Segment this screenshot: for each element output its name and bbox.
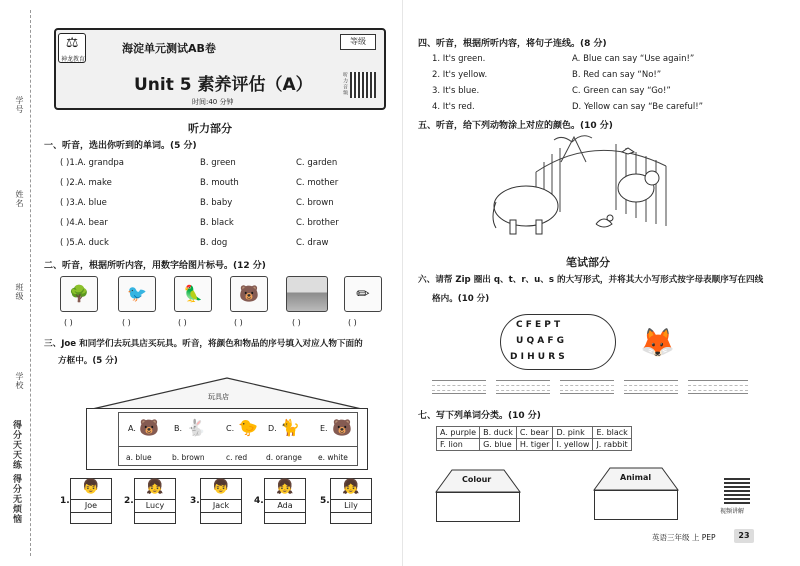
q3-title-1: 三、Joe 和同学们去玩具店买玩具。听音，将颜色和物品的序号填入对应人物下面的 xyxy=(44,339,363,349)
four-line-3[interactable] xyxy=(560,380,614,394)
q2-answer-6[interactable]: ( ) xyxy=(348,318,357,327)
section-listening: 听力部分 xyxy=(188,122,232,135)
word-cell: J. rabbit xyxy=(593,439,631,451)
word-table xyxy=(436,426,632,451)
kid-2-num: 2. xyxy=(124,496,134,506)
kid-3-num: 3. xyxy=(190,496,200,506)
kid-5-answer[interactable] xyxy=(331,512,371,524)
q6-title-2: 格内。(10 分) xyxy=(432,294,490,304)
word-cell: E. black xyxy=(593,427,631,439)
video-qr-code[interactable] xyxy=(724,478,750,504)
kid-5-box[interactable] xyxy=(330,478,372,524)
colour-label: Colour xyxy=(462,475,492,484)
q5-title: 五、听音，给下列动物涂上对应的颜色。(10 分) xyxy=(418,121,613,131)
q1-option-c: C. garden xyxy=(296,158,338,168)
q1-answer-3[interactable]: ( )3. xyxy=(60,198,78,208)
girl-icon: 👧 xyxy=(276,479,294,495)
q2-answer-4[interactable]: ( ) xyxy=(234,318,243,327)
label-xuehao: 学号 xyxy=(15,96,24,114)
q1-option-a: A. make xyxy=(77,178,112,188)
color-a: a. blue xyxy=(126,453,152,462)
q1-answer-2[interactable]: ( )2. xyxy=(60,178,78,188)
q6-title-1: 六、请帮 Zip 圈出 q、t、r、u、s 的大写形式，并将其大小写形式按字母表顺序写在四线 xyxy=(418,275,764,285)
kid-1-box[interactable] xyxy=(70,478,112,524)
q7-title: 七、写下列单词分类。(10 分) xyxy=(418,411,541,421)
q2-answer-2[interactable]: ( ) xyxy=(122,318,131,327)
elephant-icon xyxy=(494,186,558,226)
q1-option-b: B. dog xyxy=(200,238,228,248)
q4-right-b[interactable]: B. Red can say “No!” xyxy=(572,70,662,80)
letter-row-2[interactable]: U Q A F G xyxy=(516,336,564,346)
word-cell: B. duck xyxy=(480,427,517,439)
animal-label: Animal xyxy=(620,473,652,482)
toy-b-label: B. xyxy=(174,424,183,433)
q1-answer-4[interactable]: ( )4. xyxy=(60,218,78,228)
q1-row-4 xyxy=(60,218,108,228)
footer-text: 英语三年级 上 PEP xyxy=(652,533,716,542)
label-banji: 班级 xyxy=(15,283,24,301)
q1-row-1 xyxy=(60,158,124,168)
kid-3-box[interactable] xyxy=(200,478,242,524)
rabbit-icon: 🐇 xyxy=(186,418,206,437)
letter-row-1[interactable]: C F E P T xyxy=(516,320,561,330)
page-number: 23 xyxy=(734,529,754,543)
shelf-divider xyxy=(118,446,358,447)
four-line-1[interactable] xyxy=(432,380,486,394)
q4-right-d[interactable]: D. Yellow can say “Be careful!” xyxy=(572,102,704,112)
toy-shop-name: 玩具店 xyxy=(208,393,229,401)
four-line-5[interactable] xyxy=(688,380,748,394)
color-e: e. white xyxy=(318,453,348,462)
crayon-icon: ✏ xyxy=(344,276,382,312)
four-line-4[interactable] xyxy=(624,380,678,394)
q4-left-1[interactable]: 1. It's green. xyxy=(432,54,486,64)
q1-option-c: C. brown xyxy=(296,198,334,208)
word-cell: G. blue xyxy=(480,439,517,451)
animal-answer-box[interactable] xyxy=(594,490,678,520)
kid-4-answer[interactable] xyxy=(265,512,305,524)
color-d: d. orange xyxy=(266,453,302,462)
toy-a-label: A. xyxy=(128,424,136,433)
q4-left-3[interactable]: 3. It's blue. xyxy=(432,86,480,96)
q1-answer-1[interactable]: ( )1. xyxy=(60,158,78,168)
page-title: Unit 5 素养评估（A） xyxy=(134,75,313,95)
girl-icon: 👧 xyxy=(342,479,360,495)
word-cell: C. bear xyxy=(516,427,553,439)
video-qr-label: 视频讲解 xyxy=(720,508,745,515)
word-cell: A. purple xyxy=(437,427,480,439)
label-xingming: 姓名 xyxy=(15,190,24,208)
zoo-illustration xyxy=(486,132,696,244)
kid-2-name: Lucy xyxy=(135,499,175,512)
kid-4-name: Ada xyxy=(265,499,305,512)
four-line-2[interactable] xyxy=(496,380,550,394)
word-cell: D. pink xyxy=(553,427,593,439)
cat-icon: 🐈 xyxy=(280,418,300,437)
label-xuexiao: 学校 xyxy=(15,372,24,390)
toy-d-label: D. xyxy=(268,424,277,433)
q1-row-5 xyxy=(60,238,109,248)
q1-option-c: C. draw xyxy=(296,238,329,248)
q2-answer-5[interactable]: ( ) xyxy=(292,318,301,327)
binding-line xyxy=(30,10,31,556)
q1-option-c: C. brother xyxy=(296,218,339,228)
fox-icon: 🦊 xyxy=(640,326,675,359)
kid-3-name: Jack xyxy=(201,499,241,512)
q1-title: 一、听音，选出你听到的单词。(5 分) xyxy=(44,141,197,151)
q3-title-2: 方框中。(5 分) xyxy=(58,356,118,366)
bird-icon: 🐦 xyxy=(118,276,156,312)
q1-option-b: B. green xyxy=(200,158,236,168)
kid-2-box[interactable] xyxy=(134,478,176,524)
letter-row-3[interactable]: D I H U R S xyxy=(510,352,565,362)
word-cell: F. lion xyxy=(437,439,480,451)
q2-answer-3[interactable]: ( ) xyxy=(178,318,187,327)
kid-1-answer[interactable] xyxy=(71,512,111,524)
q1-option-b: B. mouth xyxy=(200,178,239,188)
q1-option-b: B. baby xyxy=(200,198,233,208)
page-fold xyxy=(402,0,403,566)
boy-icon: 👦 xyxy=(212,479,230,495)
kid-3-answer[interactable] xyxy=(201,512,241,524)
time-label: 时间:40 分钟 xyxy=(192,98,234,106)
parrot-icon: 🦜 xyxy=(174,276,212,312)
kid-4-box[interactable] xyxy=(264,478,306,524)
q2-answer-1[interactable]: ( ) xyxy=(64,318,73,327)
q1-answer-5[interactable]: ( )5. xyxy=(60,238,78,248)
colour-answer-box[interactable] xyxy=(436,492,520,522)
bear-icon: 🐻 xyxy=(230,276,268,312)
q4-left-2[interactable]: 2. It's yellow. xyxy=(432,70,488,80)
kid-2-answer[interactable] xyxy=(135,512,175,524)
toy-e-label: E. xyxy=(320,424,328,433)
q1-option-b: B. black xyxy=(200,218,234,228)
q4-right-a[interactable]: A. Blue can say “Use again!” xyxy=(572,54,695,64)
side-slogan: 得分天天练 得分无烦恼 xyxy=(11,420,21,525)
grade-box[interactable]: 等级 xyxy=(340,34,376,50)
bear-toy-icon: 🐻 xyxy=(332,418,352,437)
q1-row-2 xyxy=(60,178,112,188)
q1-option-a: A. duck xyxy=(77,238,109,248)
teddy-icon: 🐻 xyxy=(139,418,159,437)
trees-icon: 🌳 xyxy=(60,276,98,312)
kid-4-num: 4. xyxy=(254,496,264,506)
qr-label: 听力音频 xyxy=(342,72,348,96)
word-cell: H. tiger xyxy=(516,439,553,451)
color-c: c. red xyxy=(226,453,248,462)
brand-name: 神龙教育 xyxy=(60,56,85,63)
qr-code[interactable] xyxy=(350,72,376,98)
bird-zoo-icon xyxy=(622,148,634,154)
q1-option-a: A. grandpa xyxy=(77,158,125,168)
toy-c-label: C. xyxy=(226,424,235,433)
bird-toy-icon: 🐤 xyxy=(238,418,258,437)
section-writing: 笔试部分 xyxy=(566,256,610,269)
q4-left-4[interactable]: 4. It's red. xyxy=(432,102,475,112)
boy-icon: 👦 xyxy=(82,479,100,495)
q4-title: 四、听音，根据所听内容，将句子连线。(8 分) xyxy=(418,39,607,49)
kid-1-name: Joe xyxy=(71,499,111,512)
brand-logo: ⚖ xyxy=(58,33,86,63)
girl-icon: 👧 xyxy=(146,479,164,495)
kid-5-name: Lily xyxy=(331,499,371,512)
q1-row-3 xyxy=(60,198,107,208)
word-cell: I. yellow xyxy=(553,439,593,451)
kid-1-num: 1. xyxy=(60,496,70,506)
color-b: b. brown xyxy=(172,453,205,462)
q4-right-c[interactable]: C. Green can say “Go!” xyxy=(572,86,671,96)
q1-option-a: A. blue xyxy=(77,198,107,208)
q2-title: 二、听音，根据所听内容，用数字给图片标号。(12 分) xyxy=(44,261,266,271)
water-icon xyxy=(286,276,328,312)
series-title: 海淀单元测试AB卷 xyxy=(122,42,216,55)
q1-option-c: C. mother xyxy=(296,178,339,188)
q1-option-a: A. bear xyxy=(77,218,108,228)
kid-5-num: 5. xyxy=(320,496,330,506)
